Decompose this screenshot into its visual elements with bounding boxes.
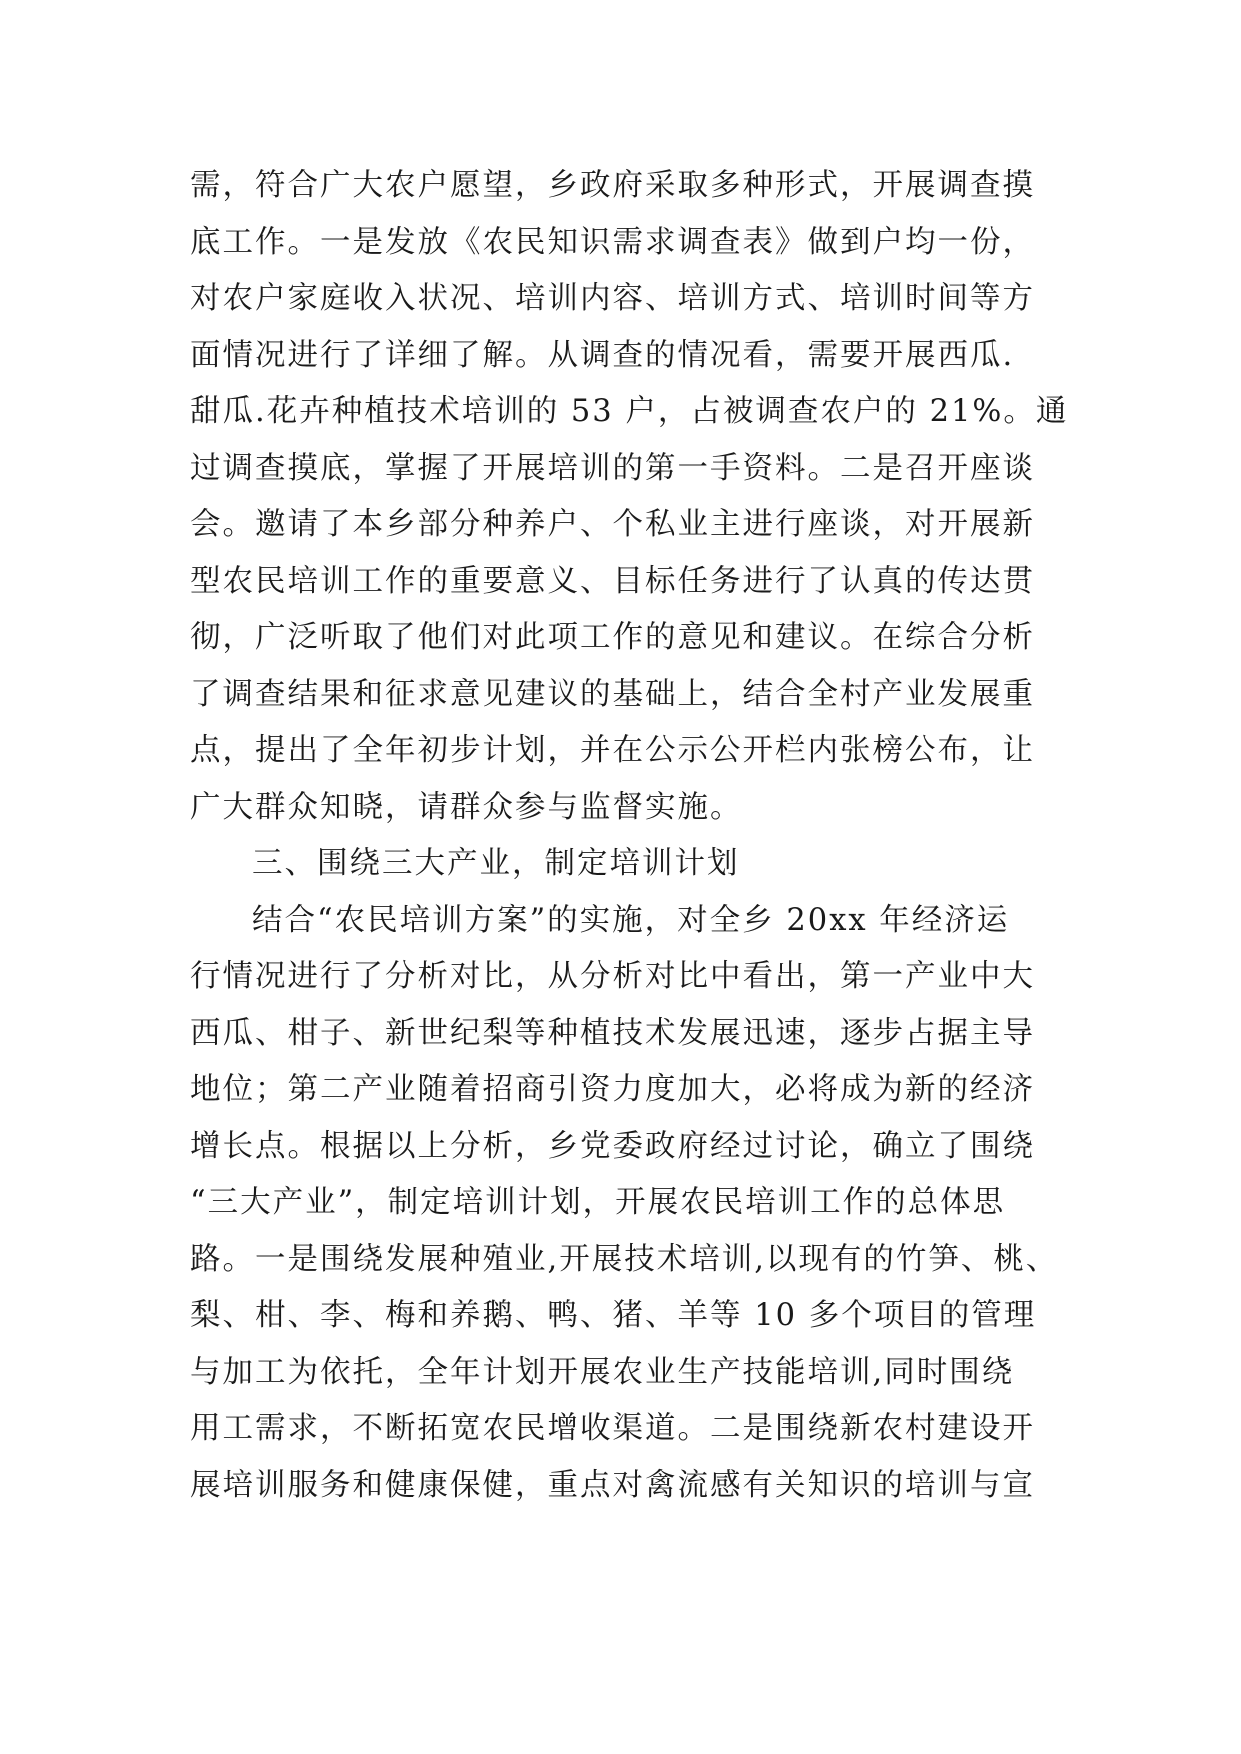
text-line: 了调查结果和征求意见建议的基础上，结合全村产业发展重 [190,676,1035,712]
text-line: 型农民培训工作的重要意义、目标任务进行了认真的传达贯 [190,563,1035,599]
text-line: 行情况进行了分析对比，从分析对比中看出，第一产业中大 [190,959,1035,994]
text-line: “三大产业”，制定培训计划，开展农民培训工作的总体思 [190,1185,1006,1220]
text-line: 结合“农民培训方案”的实施，对全乡 20xx 年经济运 [252,902,1010,938]
text-line: 点，提出了全年初步计划，并在公示公开栏内张榜公布，让 [190,733,1035,768]
text-line: 底工作。一是发放《农民知识需求调查表》做到户均一份， [190,224,1035,260]
text-line: 甜瓜.花卉种植技术培训的 53 户，占被调查农户的 21%。通 [190,394,1069,429]
text-line: 展培训服务和健康保健，重点对禽流感有关知识的培训与宣 [190,1467,1035,1503]
text-line: 彻，广泛听取了他们对此项工作的意见和建议。在综合分析 [190,620,1035,655]
text-line: 广大群众知晓，请群众参与监督实施。 [190,789,743,825]
text-line: 会。邀请了本乡部分种养户、个私业主进行座谈，对开展新 [190,507,1035,542]
text-line: 与加工为依托，全年计划开展农业生产技能培训,同时围绕 [190,1354,1015,1390]
text-line: 对农户家庭收入状况、培训内容、培训方式、培训时间等方 [190,281,1035,316]
text-line: 用工需求，不断拓宽农民增收渠道。二是围绕新农村建设开 [190,1411,1035,1446]
text-line: 地位；第二产业随着招商引资力度加大，必将成为新的经济 [190,1072,1035,1107]
text-line: 梨、柑、李、梅和养鹅、鸭、猪、羊等 10 多个项目的管理 [190,1298,1037,1333]
section-heading: 三、围绕三大产业，制定培训计划 [252,846,740,881]
text-line: 需，符合广大农户愿望，乡政府采取多种形式，开展调查摸 [190,168,1035,203]
body-text [190,158,1069,1514]
text-line: 西瓜、柑子、新世纪梨等种植技术发展迅速，逐步占据主导 [190,1015,1035,1051]
text-line: 面情况进行了详细了解。从调查的情况看，需要开展西瓜. [190,337,1015,373]
text-line: 增长点。根据以上分析，乡党委政府经过讨论，确立了围绕 [190,1128,1035,1164]
text-line: 过调查摸底，掌握了开展培训的第一手资料。二是召开座谈 [190,450,1035,486]
text-line: 路。一是围绕发展种殖业,开展技术培训,以现有的竹笋、桃、 [190,1241,1059,1277]
